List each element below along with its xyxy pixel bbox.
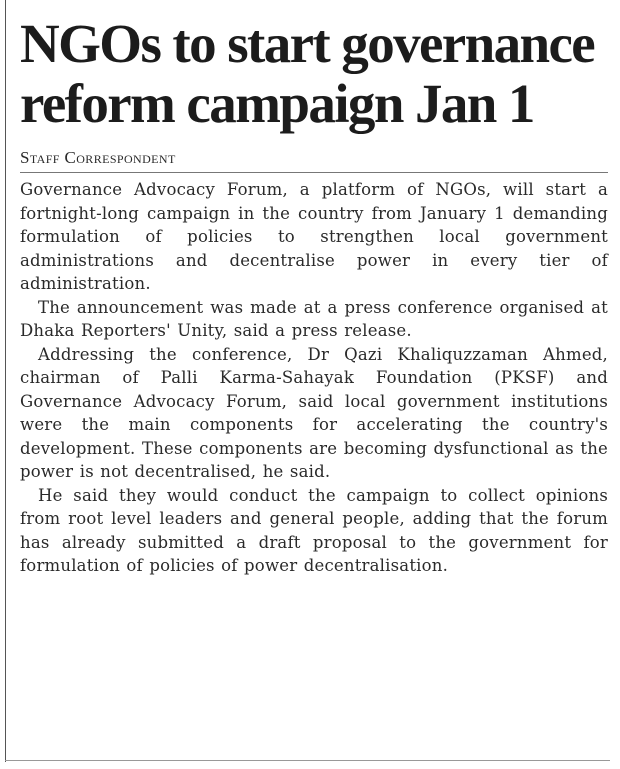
news-article xyxy=(20,4,608,578)
column-bottom-rule xyxy=(5,760,610,761)
article-paragraph-1: Governance Advocacy Forum, a platform of NGOs, will start a fortnight-long campaign in the country from January 1 demanding formulation of policies to strengthen local government administrations and decentralise power in every tier of administration. xyxy=(20,180,608,293)
article-paragraph-4: He said they would conduct the campaign to collect opinions from root level leaders and general people, adding that the forum has already submitted a draft proposal to the government for formulation of policies of power decentralisation. xyxy=(20,485,608,575)
article-paragraph-2: The announcement was made at a press conference organised at Dhaka Reporters' Unity, said a press release. xyxy=(20,297,608,340)
byline-divider xyxy=(20,172,608,173)
article-byline: Staff Correspondent xyxy=(20,148,176,167)
column-left-rule xyxy=(5,0,6,762)
article-headline xyxy=(20,4,608,134)
headline-line-2: reform campaign Jan 1 xyxy=(20,73,534,134)
article-body xyxy=(20,178,608,578)
article-paragraph-3: Addressing the conference, Dr Qazi Khaliquzzaman Ahmed, chairman of Palli Karma-Sahayak Foundation (PKSF) and Governance Advocacy Forum, said local government institutions were the main components for accelerating the country's development. These components are becoming dysfunctional as the power is not decentralised, he said. xyxy=(20,344,608,481)
headline-line-1: NGOs to start governance xyxy=(20,13,595,74)
